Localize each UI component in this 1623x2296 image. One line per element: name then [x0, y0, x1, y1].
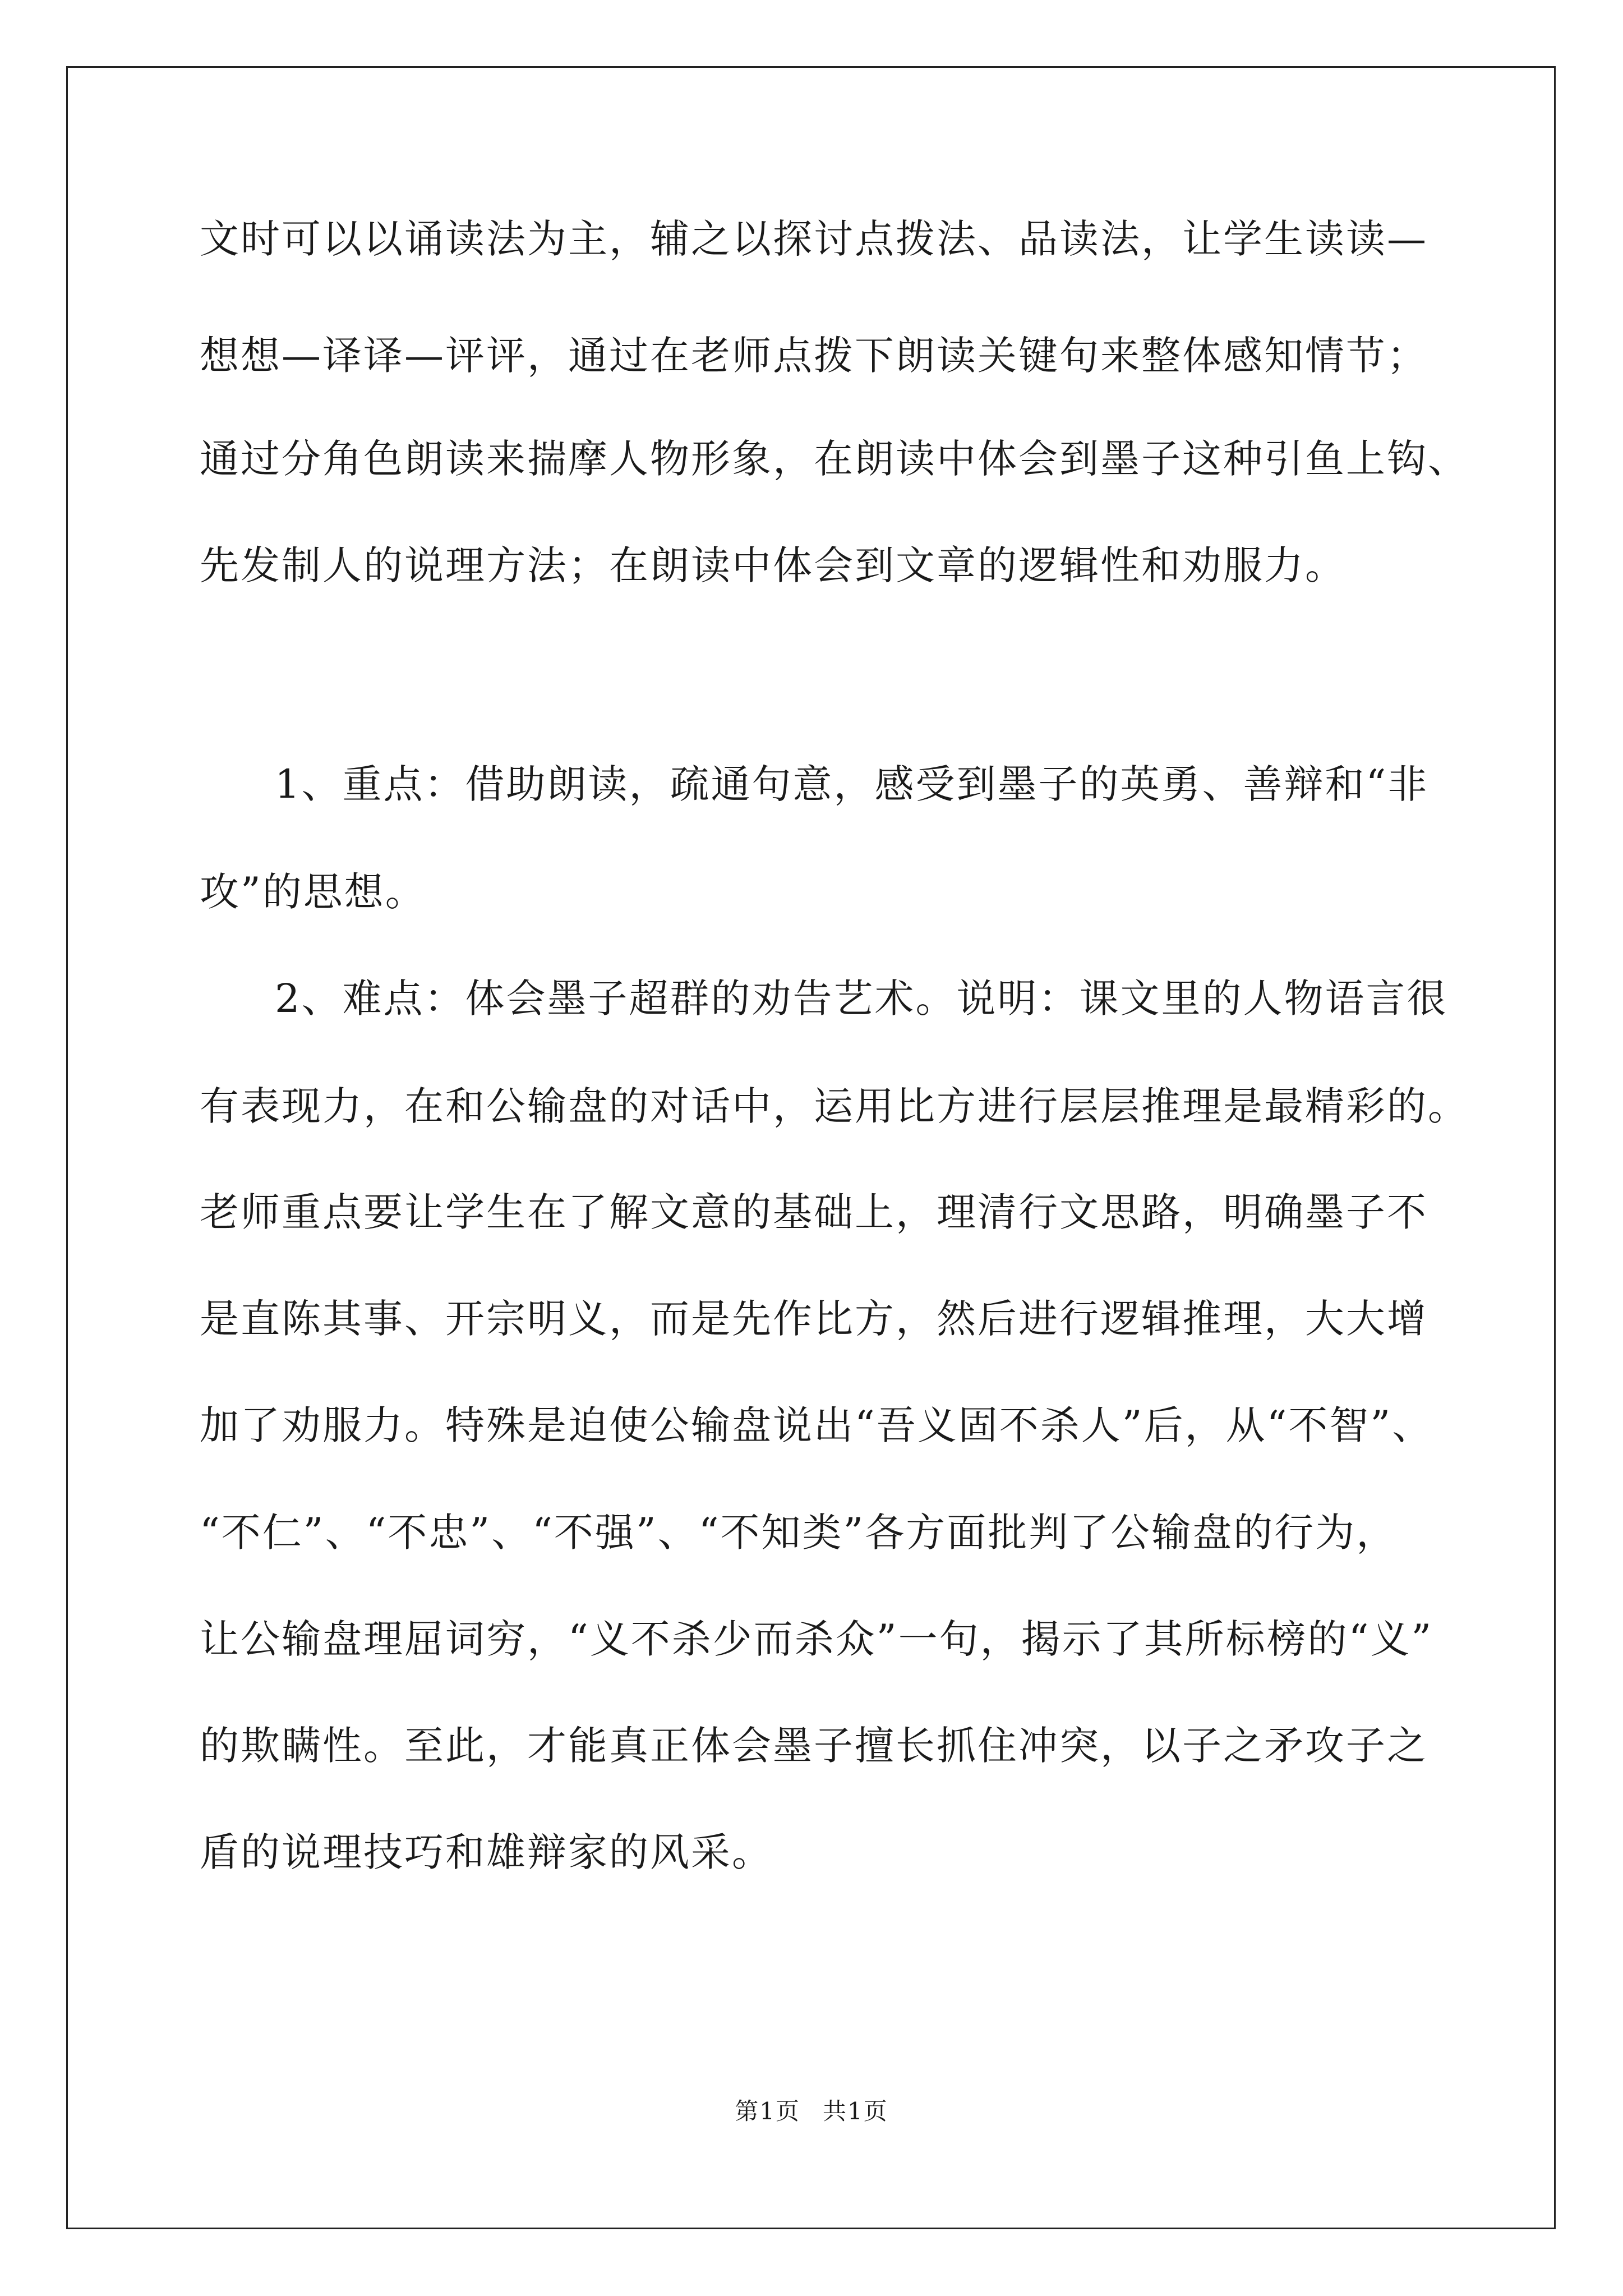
text-line: 想想—译译—评评，通过在老师点拨下朗读关键句来整体感知情节； [200, 333, 1428, 379]
page-footer [0, 2095, 1623, 2128]
text-line: 加了劝服力。特殊是迫使公输盘说出“吾义固不杀人”后，从“不智”、 [200, 1402, 1433, 1448]
text-line: 攻”的思想。 [200, 869, 426, 915]
current-page-label: 第1页 [735, 2097, 800, 2125]
text-line: 2、难点：体会墨子超群的劝告艺术。说明：课文里的人物语言很 [275, 976, 1448, 1022]
text-line: 盾的说理技巧和雄辩家的风采。 [200, 1829, 773, 1875]
text-line: 的欺瞒性。至此，才能真正体会墨子擅长抓住冲突，以子之矛攻子之 [200, 1723, 1428, 1769]
total-pages-label: 共1页 [823, 2097, 888, 2125]
text-line: 老师重点要让学生在了解文意的基础上，理清行文思路，明确墨子不 [200, 1189, 1428, 1235]
page-border [66, 66, 1556, 2229]
text-line: 有表现力，在和公输盘的对话中，运用比方进行层层推理是最精彩的。 [200, 1083, 1469, 1129]
text-line: “不仁”、“不忠”、“不强”、“不知类”各方面批判了公输盘的行为， [200, 1510, 1398, 1556]
text-line: 通过分角色朗读来揣摩人物形象，在朗读中体会到墨子这种引鱼上钩、 [200, 436, 1469, 482]
text-line: 1、重点：借助朗读，疏通句意，感受到墨子的英勇、善辩和“非 [275, 761, 1429, 807]
text-line: 让公输盘理屈词穷，“义不杀少而杀众”一句，揭示了其所标榜的“义” [200, 1616, 1433, 1662]
text-line: 是直陈其事、开宗明义，而是先作比方，然后进行逻辑推理，大大增 [200, 1296, 1428, 1342]
text-line: 文时可以以诵读法为主，辅之以探讨点拨法、品读法，让学生读读— [200, 216, 1428, 262]
text-line: 先发制人的说理方法；在朗读中体会到文章的逻辑性和劝服力。 [200, 542, 1346, 588]
